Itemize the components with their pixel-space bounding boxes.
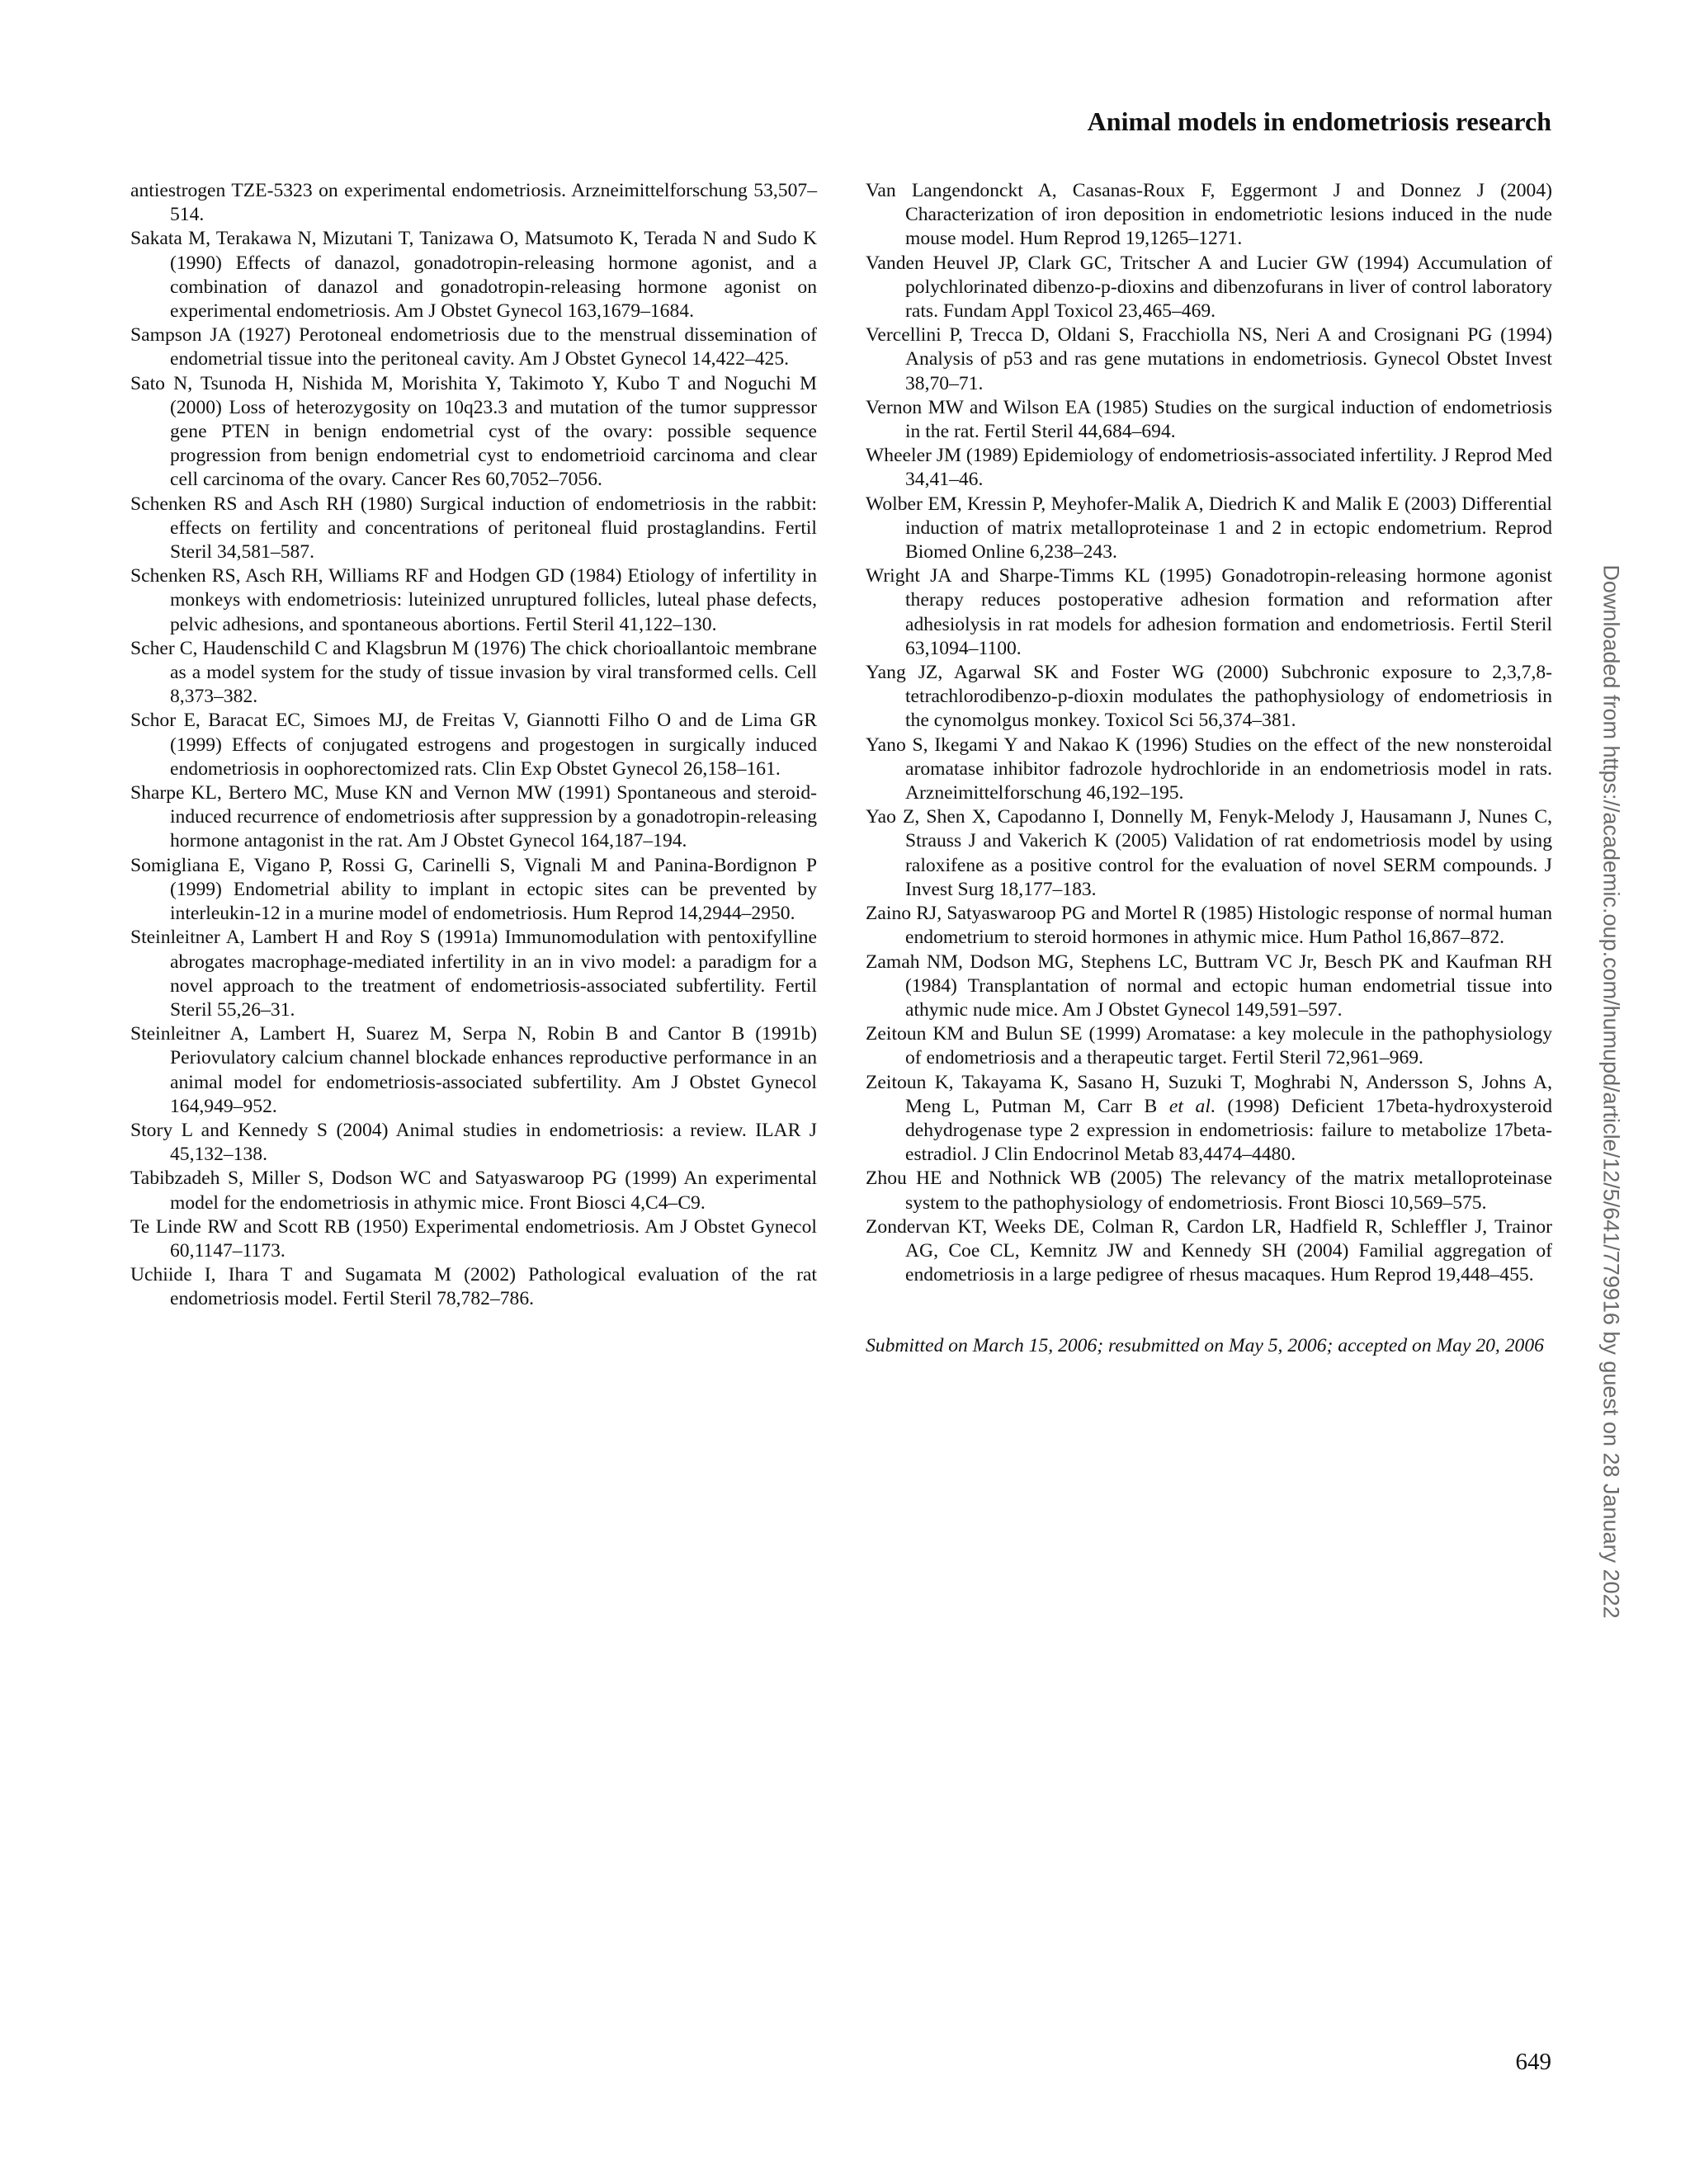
reference-entry: Schenken RS, Asch RH, Williams RF and Hodgen GD (1984) Etiology of infertility in monkeys with endometriosis: luteinized unruptured follicles, luteal phase defects, pelvic adhesions, and spontaneous abortions. Fertil Steril 41,122–130. <box>130 565 817 635</box>
reference-entry: Schor E, Baracat EC, Simoes MJ, de Freitas V, Giannotti Filho O and de Lima GR (1999) Effects of conjugated estrogens and progestogen in surgically induced endometriosis in oophorectomized rats. Clin Exp Obstet Gynecol 26,158–161. <box>130 710 817 780</box>
reference-entry: Sampson JA (1927) Perotoneal endometriosis due to the menstrual dissemination of endometrial tissue into the peritoneal cavity. Am J Obstet Gynecol 14,422–425. <box>130 324 817 370</box>
reference-entry <box>866 1071 1552 1167</box>
reference-entry: Sakata M, Terakawa N, Mizutani T, Tanizawa O, Matsumoto K, Terada N and Sudo K (1990) Effects of danazol, gonadotropin-releasing hormone agonist, and a combination of danazol and gonadotropin-releasing hormone agonist on experimental endometriosis. Am J Obstet Gynecol 163,1679–1684. <box>130 228 817 323</box>
page-number: 649 <box>1515 2049 1551 2075</box>
reference-entry: Zaino RJ, Satyaswaroop PG and Mortel R (1985) Histologic response of normal human endometrium to steroid hormones in athymic mice. Hum Pathol 16,867–872. <box>866 903 1552 949</box>
reference-entry: Wheeler JM (1989) Epidemiology of endometriosis-associated infertility. J Reprod Med 34,41–46. <box>866 445 1552 491</box>
reference-entry: Te Linde RW and Scott RB (1950) Experimental endometriosis. Am J Obstet Gynecol 60,1147–1173. <box>130 1215 817 1262</box>
reference-entry: Uchiide I, Ihara T and Sugamata M (2002) Pathological evaluation of the rat endometriosis model. Fertil Steril 78,782–786. <box>130 1264 817 1310</box>
reference-entry: Yang JZ, Agarwal SK and Foster WG (2000) Subchronic exposure to 2,3,7,8-tetrachlorodibenzo-p-dioxin modulates the pathophysiology of endometriosis in the cynomolgus monkey. Toxicol Sci 56,374–381. <box>866 662 1552 732</box>
reference-entry: Zamah NM, Dodson MG, Stephens LC, Buttram VC Jr, Besch PK and Kaufman RH (1984) Transplantation of normal and ectopic human endometrial tissue into athymic nude mice. Am J Obstet Gynecol 149,591–597. <box>866 950 1552 1021</box>
reference-entry: Vernon MW and Wilson EA (1985) Studies on the surgical induction of endometriosis in the rat. Fertil Steril 44,684–694. <box>866 396 1552 443</box>
reference-entry: Tabibzadeh S, Miller S, Dodson WC and Satyaswaroop PG (1999) An experimental model for the endometriosis in athymic mice. Front Biosci 4,C4–C9. <box>130 1167 817 1214</box>
reference-entry: Story L and Kennedy S (2004) Animal studies in endometriosis: a review. ILAR J 45,132–138. <box>130 1119 817 1166</box>
reference-text-after: . (1998) Deficient 17beta-hydroxysteroid dehydrogenase type 2 expression in endometriosis: failure to metabolize 17beta-estradiol. J Clin Endocrinol Metab 83,4474–4480. <box>905 1095 1552 1166</box>
reference-entry: Wright JA and Sharpe-Timms KL (1995) Gonadotropin-releasing hormone agonist therapy reduces postoperative adhesion formation and reformation after adhesiolysis in rat models for adhesion formation and endometriosis. Fertil Steril 63,1094–1100. <box>866 565 1552 659</box>
submission-note: Submitted on March 15, 2006; resubmitted on May 5, 2006; accepted on May 20, 2006 <box>866 1335 1544 1357</box>
reference-entry: Yano S, Ikegami Y and Nakao K (1996) Studies on the effect of the new nonsteroidal aromatase inhibitor fadrozole hydrochloride in an endometriosis model in rats. Arzneimittelforschung 46,192–195. <box>866 734 1552 804</box>
reference-entry: Vanden Heuvel JP, Clark GC, Tritscher A and Lucier GW (1994) Accumulation of polychlorinated dibenzo-p-dioxins and dibenzofurans in liver of control laboratory rats. Fundam Appl Toxicol 23,465–469. <box>866 252 1552 323</box>
reference-entry: Zondervan KT, Weeks DE, Colman R, Cardon LR, Hadfield R, Schleffler J, Trainor AG, Coe CL, Kemnitz JW and Kennedy SH (2004) Familial aggregation of endometriosis in a large pedigree of rhesus macaques. Hum Reprod 19,448–455. <box>866 1215 1552 1286</box>
reference-entry: Zeitoun KM and Bulun SE (1999) Aromatase: a key molecule in the pathophysiology of endometriosis and a therapeutic target. Fertil Steril 72,961–969. <box>866 1023 1552 1069</box>
references-right-column <box>866 179 1552 1359</box>
references-right-list <box>866 179 1552 1287</box>
reference-text-before: Zeitoun K, Takayama K, Sasano H, Suzuki T, Moghrabi N, Andersson S, Johns A, Meng L, Putman M, Carr B <box>866 1071 1552 1117</box>
watermark-text: Downloaded from https://academic.oup.com/humupd/article/12/5/641/779916 by guest on 28 January 2022 <box>1598 564 1624 1619</box>
reference-entry: Sharpe KL, Bertero MC, Muse KN and Vernon MW (1991) Spontaneous and steroid-induced recurrence of endometriosis after suppression by a gonadotropin-releasing hormone antagonist in the rat. Am J Obstet Gynecol 164,187–194. <box>130 782 817 852</box>
reference-entry: Van Langendonckt A, Casanas-Roux F, Eggermont J and Donnez J (2004) Characterization of iron deposition in endometriotic lesions induced in the nude mouse model. Hum Reprod 19,1265–1271. <box>866 180 1552 250</box>
running-title: Animal models in endometriosis research <box>1087 106 1551 136</box>
reference-text-italic: et al <box>1168 1095 1211 1117</box>
reference-entry: Steinleitner A, Lambert H, Suarez M, Serpa N, Robin B and Cantor B (1991b) Periovulatory calcium channel blockade enhances reproductive performance in an animal model for endometriosis-associated subfertility. Am J Obstet Gynecol 164,949–952. <box>130 1023 817 1117</box>
reference-entry: Steinleitner A, Lambert H and Roy S (1991a) Immunomodulation with pentoxifylline abrogates macrophage-mediated infertility in an in vivo model: a paradigm for a novel approach to the treatment of endometriosis-associated subfertility. Fertil Steril 55,26–31. <box>130 927 817 1021</box>
reference-entry: antiestrogen TZE-5323 on experimental endometriosis. Arzneimittelforschung 53,507–514. <box>130 180 817 226</box>
reference-entry: Yao Z, Shen X, Capodanno I, Donnelly M, Fenyk-Melody J, Hausamann J, Nunes C, Strauss J and Vakerich K (2005) Validation of rat endometriosis model by using raloxifene as a positive control for the evaluation of novel SERM compounds. J Invest Surg 18,177–183. <box>866 806 1552 900</box>
reference-entry: Zhou HE and Nothnick WB (2005) The relevancy of the matrix metalloproteinase system to the pathophysiology of endometriosis. Front Biosci 10,569–575. <box>866 1167 1552 1214</box>
reference-entry: Wolber EM, Kressin P, Meyhofer-Malik A, Diedrich K and Malik E (2003) Differential induction of matrix metalloproteinase 1 and 2 in ectopic endometrium. Reprod Biomed Online 6,238–243. <box>866 493 1552 564</box>
reference-entry: Sato N, Tsunoda H, Nishida M, Morishita Y, Takimoto Y, Kubo T and Noguchi M (2000) Loss of heterozygosity on 10q23.3 and mutation of the tumor suppressor gene PTEN in benign endometrial cyst of the ovary: possible sequence progression from benign endometrial cyst to endometrioid carcinoma and clear cell carcinoma of the ovary. Cancer Res 60,7052–7056. <box>130 372 817 491</box>
references-left-column <box>130 179 817 1312</box>
reference-entry: Scher C, Haudenschild C and Klagsbrun M (1976) The chick chorioallantoic membrane as a model system for the study of tissue invasion by viral transformed cells. Cell 8,373–382. <box>130 637 817 708</box>
reference-entry: Vercellini P, Trecca D, Oldani S, Fracchiolla NS, Neri A and Crosignani PG (1994) Analysis of p53 and ras gene mutations in endometriosis. Gynecol Obstet Invest 38,70–71. <box>866 324 1552 394</box>
reference-entry: Schenken RS and Asch RH (1980) Surgical induction of endometriosis in the rabbit: effects on fertility and concentrations of peritoneal fluid prostaglandins. Fertil Steril 34,581–587. <box>130 493 817 564</box>
reference-entry: Somigliana E, Vigano P, Rossi G, Carinelli S, Vignali M and Panina-Bordignon P (1999) Endometrial ability to implant in ectopic sites can be prevented by interleukin-12 in a murine model of endometriosis. Hum Reprod 14,2944–2950. <box>130 854 817 925</box>
